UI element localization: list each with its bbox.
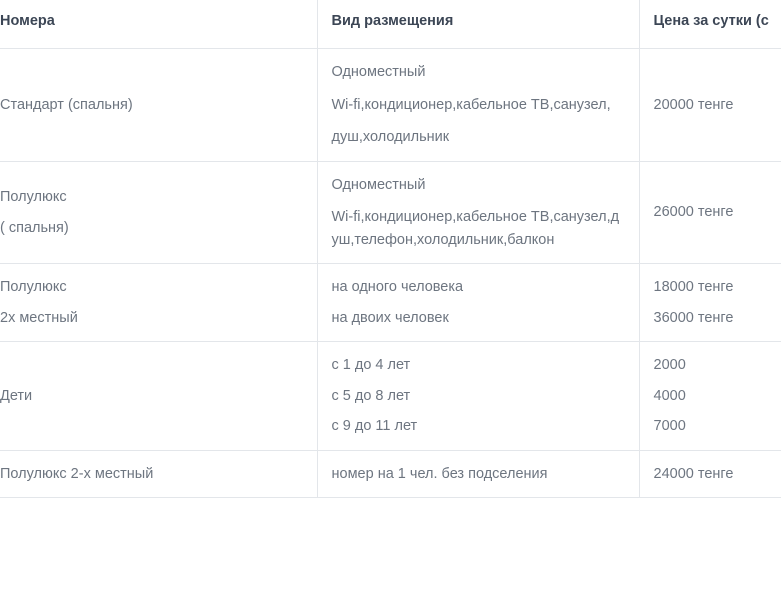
- room-name-cell: Дети: [0, 342, 317, 450]
- accommodation-cell: с 1 до 4 лет с 5 до 8 лет с 9 до 11 лет: [317, 342, 639, 450]
- column-header-accommodation: Вид размещения: [317, 0, 639, 49]
- price-cell: 24000 тенге: [639, 450, 781, 497]
- price-cell: 26000 тенге: [639, 161, 781, 263]
- accommodation-cell: на одного человека на двоих человек: [317, 264, 639, 342]
- accommodation-cell: номер на 1 чел. без подселения: [317, 450, 639, 497]
- table-row: [0, 161, 781, 263]
- table-row: [0, 49, 781, 161]
- table-header: [0, 0, 781, 49]
- table-row: [0, 450, 781, 497]
- room-name-cell: Полулюкс 2х местный: [0, 264, 317, 342]
- table-header-row: [0, 0, 781, 49]
- table-row: [0, 342, 781, 450]
- room-name-cell: Полулюкс ( спальня): [0, 161, 317, 263]
- table-row: [0, 264, 781, 342]
- room-name-cell: Стандарт (спальня): [0, 49, 317, 161]
- room-name-cell: Полулюкс 2-х местный: [0, 450, 317, 497]
- price-cell: 18000 тенге 36000 тенге: [639, 264, 781, 342]
- column-header-rooms: Номера: [0, 0, 317, 49]
- column-header-price: Цена за сутки (с: [639, 0, 781, 49]
- accommodation-cell: Одноместный Wi-fi,кондиционер,кабельное ТВ,санузел,душ,телефон,холодильник,балкон: [317, 161, 639, 263]
- price-cell: 2000 4000 7000: [639, 342, 781, 450]
- accommodation-cell: Одноместный Wi-fi,кондиционер,кабельное ТВ,санузел, душ,холодильник: [317, 49, 639, 161]
- table-body: [0, 49, 781, 498]
- price-cell: 20000 тенге: [639, 49, 781, 161]
